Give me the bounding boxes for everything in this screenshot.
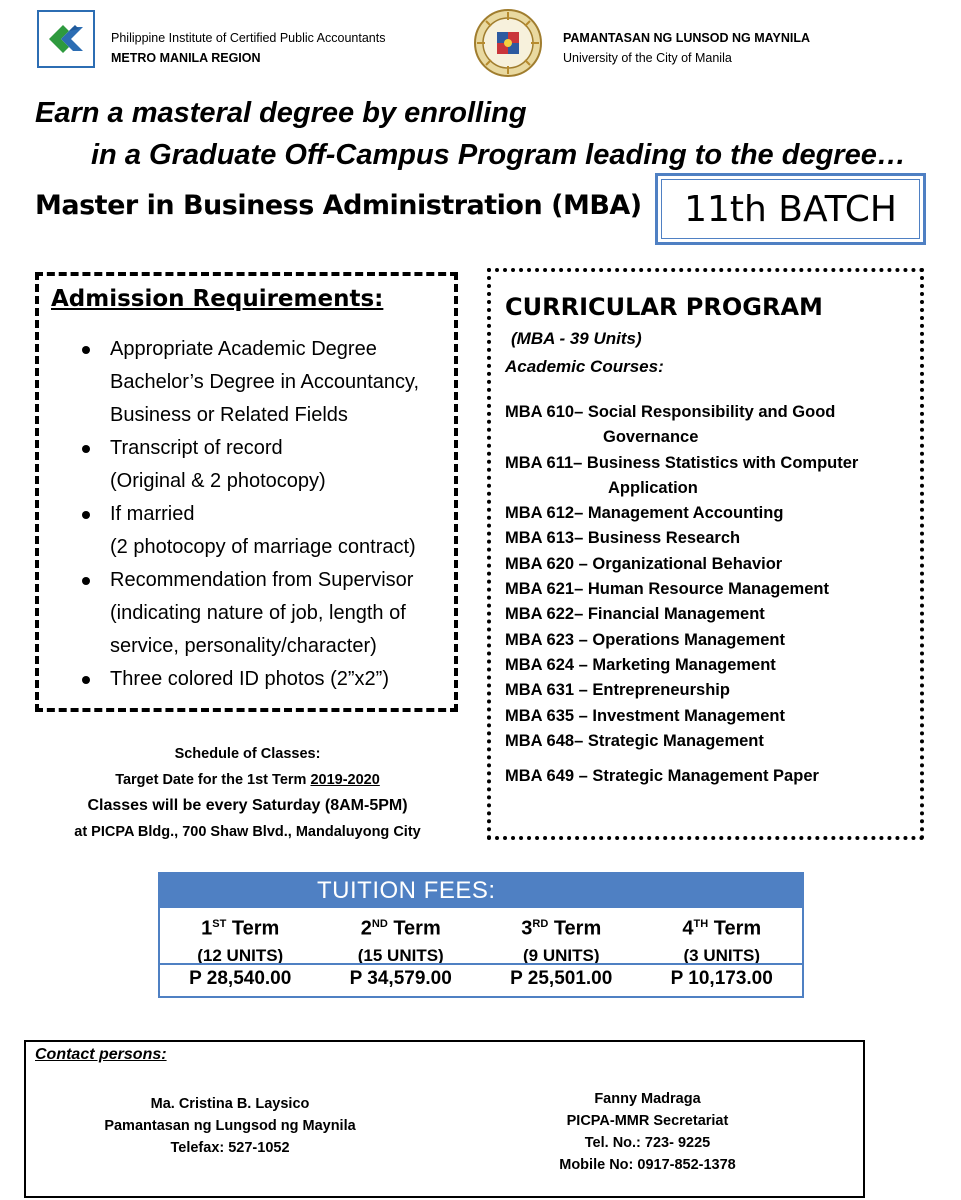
course-item [505, 400, 915, 451]
contact-right [520, 1088, 775, 1176]
course-item: MBA 649 – Strategic Management Paper [505, 767, 819, 786]
tuition-fee-amount: P 34,579.00 [349, 968, 452, 989]
admission-item-line: Business or Related Fields [110, 404, 348, 426]
admission-item [78, 564, 448, 663]
course-title-continued: Application [608, 478, 698, 497]
term-ordinal-suffix: TH [693, 918, 709, 930]
tuition-term-column [160, 910, 321, 969]
tuition-fees-row [160, 966, 802, 992]
admission-item-line: (indicating nature of job, length of [110, 602, 406, 624]
plm-org-name [563, 28, 810, 68]
bullet-icon [82, 676, 90, 684]
course-code-title: MBA 611– Business Statistics with Computer [505, 453, 859, 472]
course-code-title: MBA 631 – Entrepreneurship [505, 681, 730, 700]
course-item [505, 602, 915, 627]
contact-left-line: Ma. Cristina B. Laysico [150, 1096, 310, 1112]
picpa-logo-icon [37, 10, 95, 68]
admission-item [78, 333, 448, 432]
admission-list [78, 333, 448, 696]
tuition-table [158, 872, 804, 998]
contact-right-line: Tel. No.: 723- 9225 [584, 1135, 711, 1151]
org1-line1: Philippine Institute of Certified Public Accountants [111, 31, 386, 45]
batch-label: 11th BATCH [661, 179, 920, 239]
curriculum-units: (MBA - 39 Units) [511, 329, 642, 348]
course-code-title: MBA 620 – Organizational Behavior [505, 554, 783, 573]
curriculum-subtitle: Academic Courses: [505, 357, 664, 376]
term-number: 2 [360, 917, 372, 940]
bullet-icon [82, 346, 90, 354]
org2-line2: University of the City of Manila [563, 51, 732, 65]
tuition-term-units: (9 UNITS) [523, 945, 600, 965]
tuition-term-label [481, 910, 642, 943]
term-word: Term [387, 917, 441, 940]
course-list [505, 400, 915, 789]
course-code-title: MBA 610– Social Responsibility and Good [505, 403, 836, 421]
tuition-fee-amount: P 10,173.00 [670, 968, 773, 989]
bullet-icon [82, 577, 90, 585]
org2-line1: PAMANTASAN NG LUNSOD NG MAYNILA [563, 31, 810, 45]
contact-right-line: Mobile No: 0917-852-1378 [559, 1157, 736, 1173]
course-item [505, 704, 915, 729]
bullet-icon [82, 445, 90, 453]
tuition-term-column [481, 910, 642, 969]
course-item [505, 653, 915, 678]
course-code-title: MBA 648– Strategic Management [505, 731, 764, 750]
tuition-term-label [160, 910, 321, 943]
tuition-term-label [321, 910, 482, 943]
course-item [505, 501, 915, 526]
term-ordinal-suffix: ST [212, 918, 227, 930]
schedule-target-date [40, 767, 455, 793]
course-code-title: MBA 622– Financial Management [505, 605, 765, 624]
tuition-title: TUITION FEES: [317, 877, 496, 904]
admission-title: Admission Requirements: [51, 286, 384, 312]
tuition-term-column [642, 910, 803, 969]
course-item [505, 526, 915, 551]
term-ordinal-suffix: RD [532, 918, 549, 930]
course-item [505, 678, 915, 703]
course-code-title: MBA 624 – Marketing Management [505, 655, 776, 674]
curriculum-title: CURRICULAR PROGRAM [505, 293, 823, 321]
term-number: 4 [682, 917, 694, 940]
admission-item-line: (Original & 2 photocopy) [110, 470, 326, 492]
headline-line1: Earn a masteral degree by enrolling [35, 97, 527, 129]
batch-badge [655, 173, 926, 245]
course-item [505, 552, 915, 577]
course-code-title: MBA 621– Human Resource Management [505, 580, 829, 599]
admission-item-line: Appropriate Academic Degree [110, 338, 377, 360]
schedule-block [40, 741, 455, 845]
contact-left-line: Pamantasan ng Lungsod ng Maynila [104, 1118, 356, 1134]
picpa-org-name [111, 28, 385, 68]
course-code-title: MBA 623 – Operations Management [505, 630, 785, 649]
tuition-term-units: (15 UNITS) [357, 945, 444, 965]
course-item [505, 577, 915, 602]
course-code-title: MBA 613– Business Research [505, 529, 741, 548]
course-item [505, 628, 915, 653]
tuition-term-units: (3 UNITS) [683, 945, 760, 965]
tuition-terms [160, 910, 802, 969]
admission-item [78, 498, 448, 564]
org1-line2: METRO MANILA REGION [111, 51, 261, 65]
admission-item-line: Transcript of record [110, 437, 283, 459]
schedule-heading: Schedule of Classes: [174, 746, 321, 762]
term-ordinal-suffix: ND [371, 918, 388, 930]
tuition-fee-amount: P 25,501.00 [510, 968, 613, 989]
schedule-days: Classes will be every Saturday (8AM-5PM) [87, 797, 408, 814]
program-title: Master in Business Administration (MBA) [35, 190, 642, 221]
tuition-divider [160, 963, 802, 965]
term-word: Term [226, 917, 280, 940]
course-code-title: MBA 635 – Investment Management [505, 706, 785, 725]
tuition-term-column [321, 910, 482, 969]
term-number: 3 [521, 917, 533, 940]
term-word: Term [548, 917, 602, 940]
course-item [505, 729, 915, 754]
course-title-continued: Governance [603, 428, 699, 447]
admission-item-line: Bachelor’s Degree in Accountancy, [110, 371, 420, 393]
contact-right-line: PICPA-MMR Secretariat [566, 1113, 729, 1129]
course-code-title: MBA 612– Management Accounting [505, 504, 784, 523]
admission-item-line: Recommendation from Supervisor [110, 569, 414, 591]
contact-title: Contact persons: [35, 1046, 167, 1063]
admission-item [78, 663, 448, 696]
admission-item-line: Three colored ID photos (2”x2”) [110, 668, 390, 690]
tuition-header [160, 874, 802, 908]
bullet-icon [82, 511, 90, 519]
schedule-target-prefix: Target Date for the 1st Term [115, 772, 311, 788]
term-word: Term [708, 917, 762, 940]
tuition-term-label [642, 910, 803, 943]
admission-item [78, 432, 448, 498]
admission-item-line: service, personality/character) [110, 635, 377, 657]
tuition-fee-amount: P 28,540.00 [189, 968, 292, 989]
term-number: 1 [201, 917, 213, 940]
admission-item-line: If married [110, 503, 195, 525]
contact-left [95, 1093, 365, 1159]
contact-right-line: Fanny Madraga [594, 1091, 701, 1107]
schedule-target-year: 2019-2020 [310, 772, 380, 788]
plm-seal-icon [473, 8, 543, 78]
schedule-venue: at PICPA Bldg., 700 Shaw Blvd., Mandaluyong City [74, 824, 421, 840]
headline [35, 92, 906, 176]
contact-left-line: Telefax: 527-1052 [170, 1140, 290, 1156]
course-item [505, 451, 915, 502]
headline-line2: in a Graduate Off-Campus Program leading to the degree… [91, 139, 906, 171]
admission-item-line: (2 photocopy of marriage contract) [110, 536, 416, 558]
tuition-term-units: (12 UNITS) [197, 945, 284, 965]
